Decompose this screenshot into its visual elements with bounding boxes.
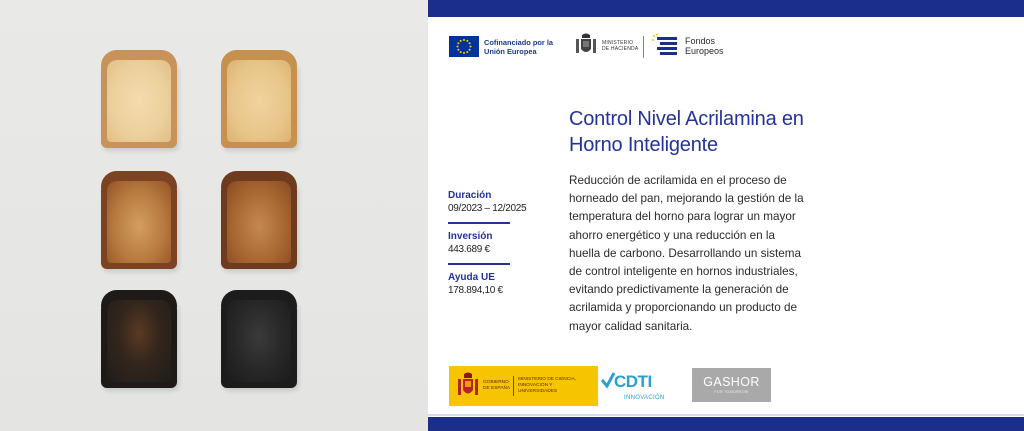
eu-logo-text: Cofinanciado por la Unión Europea [484, 37, 553, 56]
bottom-bar [428, 417, 1024, 431]
toast-slice-burnt [101, 296, 177, 388]
duracion-value: 09/2023 – 12/2025 [448, 203, 527, 214]
toast-photo [0, 0, 428, 431]
ministerio-hacienda-logo [574, 33, 642, 59]
project-description: Reducción de acrilamida en el proceso de horneado del pan, mejorando la gestión de la temperatura del horno para lograr un mayor ahorro energético y una reducción en la huella de carbono. Desarrollando un sistema de control inteligente en hornos industriales, evitando predictivamente la generación de acrilamida y proporcionando un producto de mayor calidad sanitaria. [569, 174, 804, 333]
toast-slice-medium [221, 177, 297, 269]
gobierno-espana-logo [449, 366, 598, 406]
eu-logo [449, 36, 564, 57]
spain-crest-icon [574, 33, 598, 59]
cdti-subtext: INNOVACIÓN [624, 395, 665, 401]
gashor-logo [692, 368, 771, 402]
gobierno-divider [513, 376, 514, 396]
project-title: Control Nivel Acrilamina en Horno Inteligente [569, 108, 804, 156]
fondos-europeos-logo [651, 33, 724, 59]
gashor-text: GASHOR [703, 374, 760, 389]
fondos-europeos-text [685, 36, 724, 56]
gobierno-crest-icon [457, 372, 479, 400]
ayuda-label: Ayuda UE [448, 272, 495, 283]
inversion-value: 443.689 € [448, 244, 490, 255]
fondos-europeos-icon [651, 33, 681, 59]
meta-divider [448, 222, 510, 224]
duracion-label: Duración [448, 190, 492, 201]
fondos-line-1: Fondos [685, 36, 716, 46]
ministerio-ciencia-text: MINISTERIO DE CIENCIA, INNOVACIÓN Y UNIVERSIDADES [518, 377, 577, 394]
logo-divider [643, 36, 644, 58]
toast-slice-medium [101, 177, 177, 269]
toast-slice-burnt [221, 296, 297, 388]
ayuda-value: 178.894,10 € [448, 285, 503, 296]
top-bar [428, 0, 1024, 17]
meta-divider [448, 263, 510, 265]
cdti-text: CDTI [614, 372, 652, 391]
gobierno-text: GOBIERNO DE ESPAÑA [483, 380, 511, 391]
ministerio-hacienda-text: MINISTERIO DE HACIENDA [602, 40, 639, 52]
project-meta [448, 189, 528, 297]
toast-slice-light [221, 56, 297, 148]
fondos-line-2: Europeos [685, 46, 724, 56]
bottom-separator [428, 414, 1024, 416]
toast-slice-light [101, 56, 177, 148]
gashor-tagline: FOR TOMORROW [714, 389, 749, 394]
eu-flag-icon [449, 36, 479, 57]
cdti-logo [600, 368, 665, 406]
inversion-label: Inversión [448, 231, 493, 242]
